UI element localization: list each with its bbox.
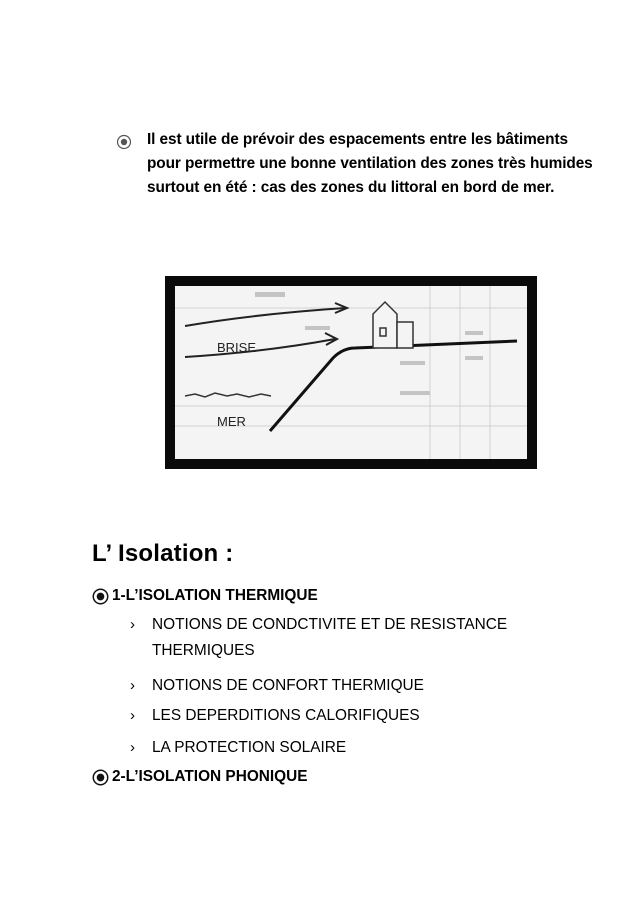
sea-breeze-diagram xyxy=(175,286,527,459)
phonic-heading-text: 2-L’ISOLATION PHONIQUE xyxy=(112,768,308,785)
circle-bullet-icon xyxy=(92,769,109,786)
brise-label: BRISE xyxy=(217,340,257,355)
thermal-heading-text: 1-L’ISOLATION THERMIQUE xyxy=(112,587,318,604)
sea-breeze-figure xyxy=(165,276,537,469)
list-item-text: NOTIONS DE CONFORT THERMIQUE xyxy=(152,677,424,694)
list-item xyxy=(130,673,580,699)
list-item-text: LA PROTECTION SOLAIRE xyxy=(152,739,347,756)
mer-label: MER xyxy=(217,414,246,429)
thermal-isolation-heading xyxy=(92,585,318,607)
list-item-text: NOTIONS DE CONDCTIVITE ET DE RESISTANCE THERMIQUES xyxy=(152,616,508,659)
intro-bullet-paragraph xyxy=(116,128,596,200)
chevron-right-icon: › xyxy=(130,739,135,756)
circle-bullet-icon xyxy=(92,588,109,605)
list-item xyxy=(130,735,580,761)
intro-text: Il est utile de prévoir des espacements entre les bâtiments pour permettre une bonne ventilation des zones très humides surtout en été : cas des zones du littoral en bord de mer. xyxy=(147,131,593,196)
list-item-text: LES DEPERDITIONS CALORIFIQUES xyxy=(152,707,420,724)
isolation-section-title: L’ Isolation : xyxy=(92,540,234,567)
chevron-right-icon: › xyxy=(130,616,135,633)
phonic-isolation-heading xyxy=(92,766,308,788)
chevron-right-icon: › xyxy=(130,677,135,694)
chevron-right-icon: › xyxy=(130,707,135,724)
list-item xyxy=(130,703,580,729)
circle-bullet-icon xyxy=(116,134,132,150)
list-item xyxy=(130,612,580,664)
